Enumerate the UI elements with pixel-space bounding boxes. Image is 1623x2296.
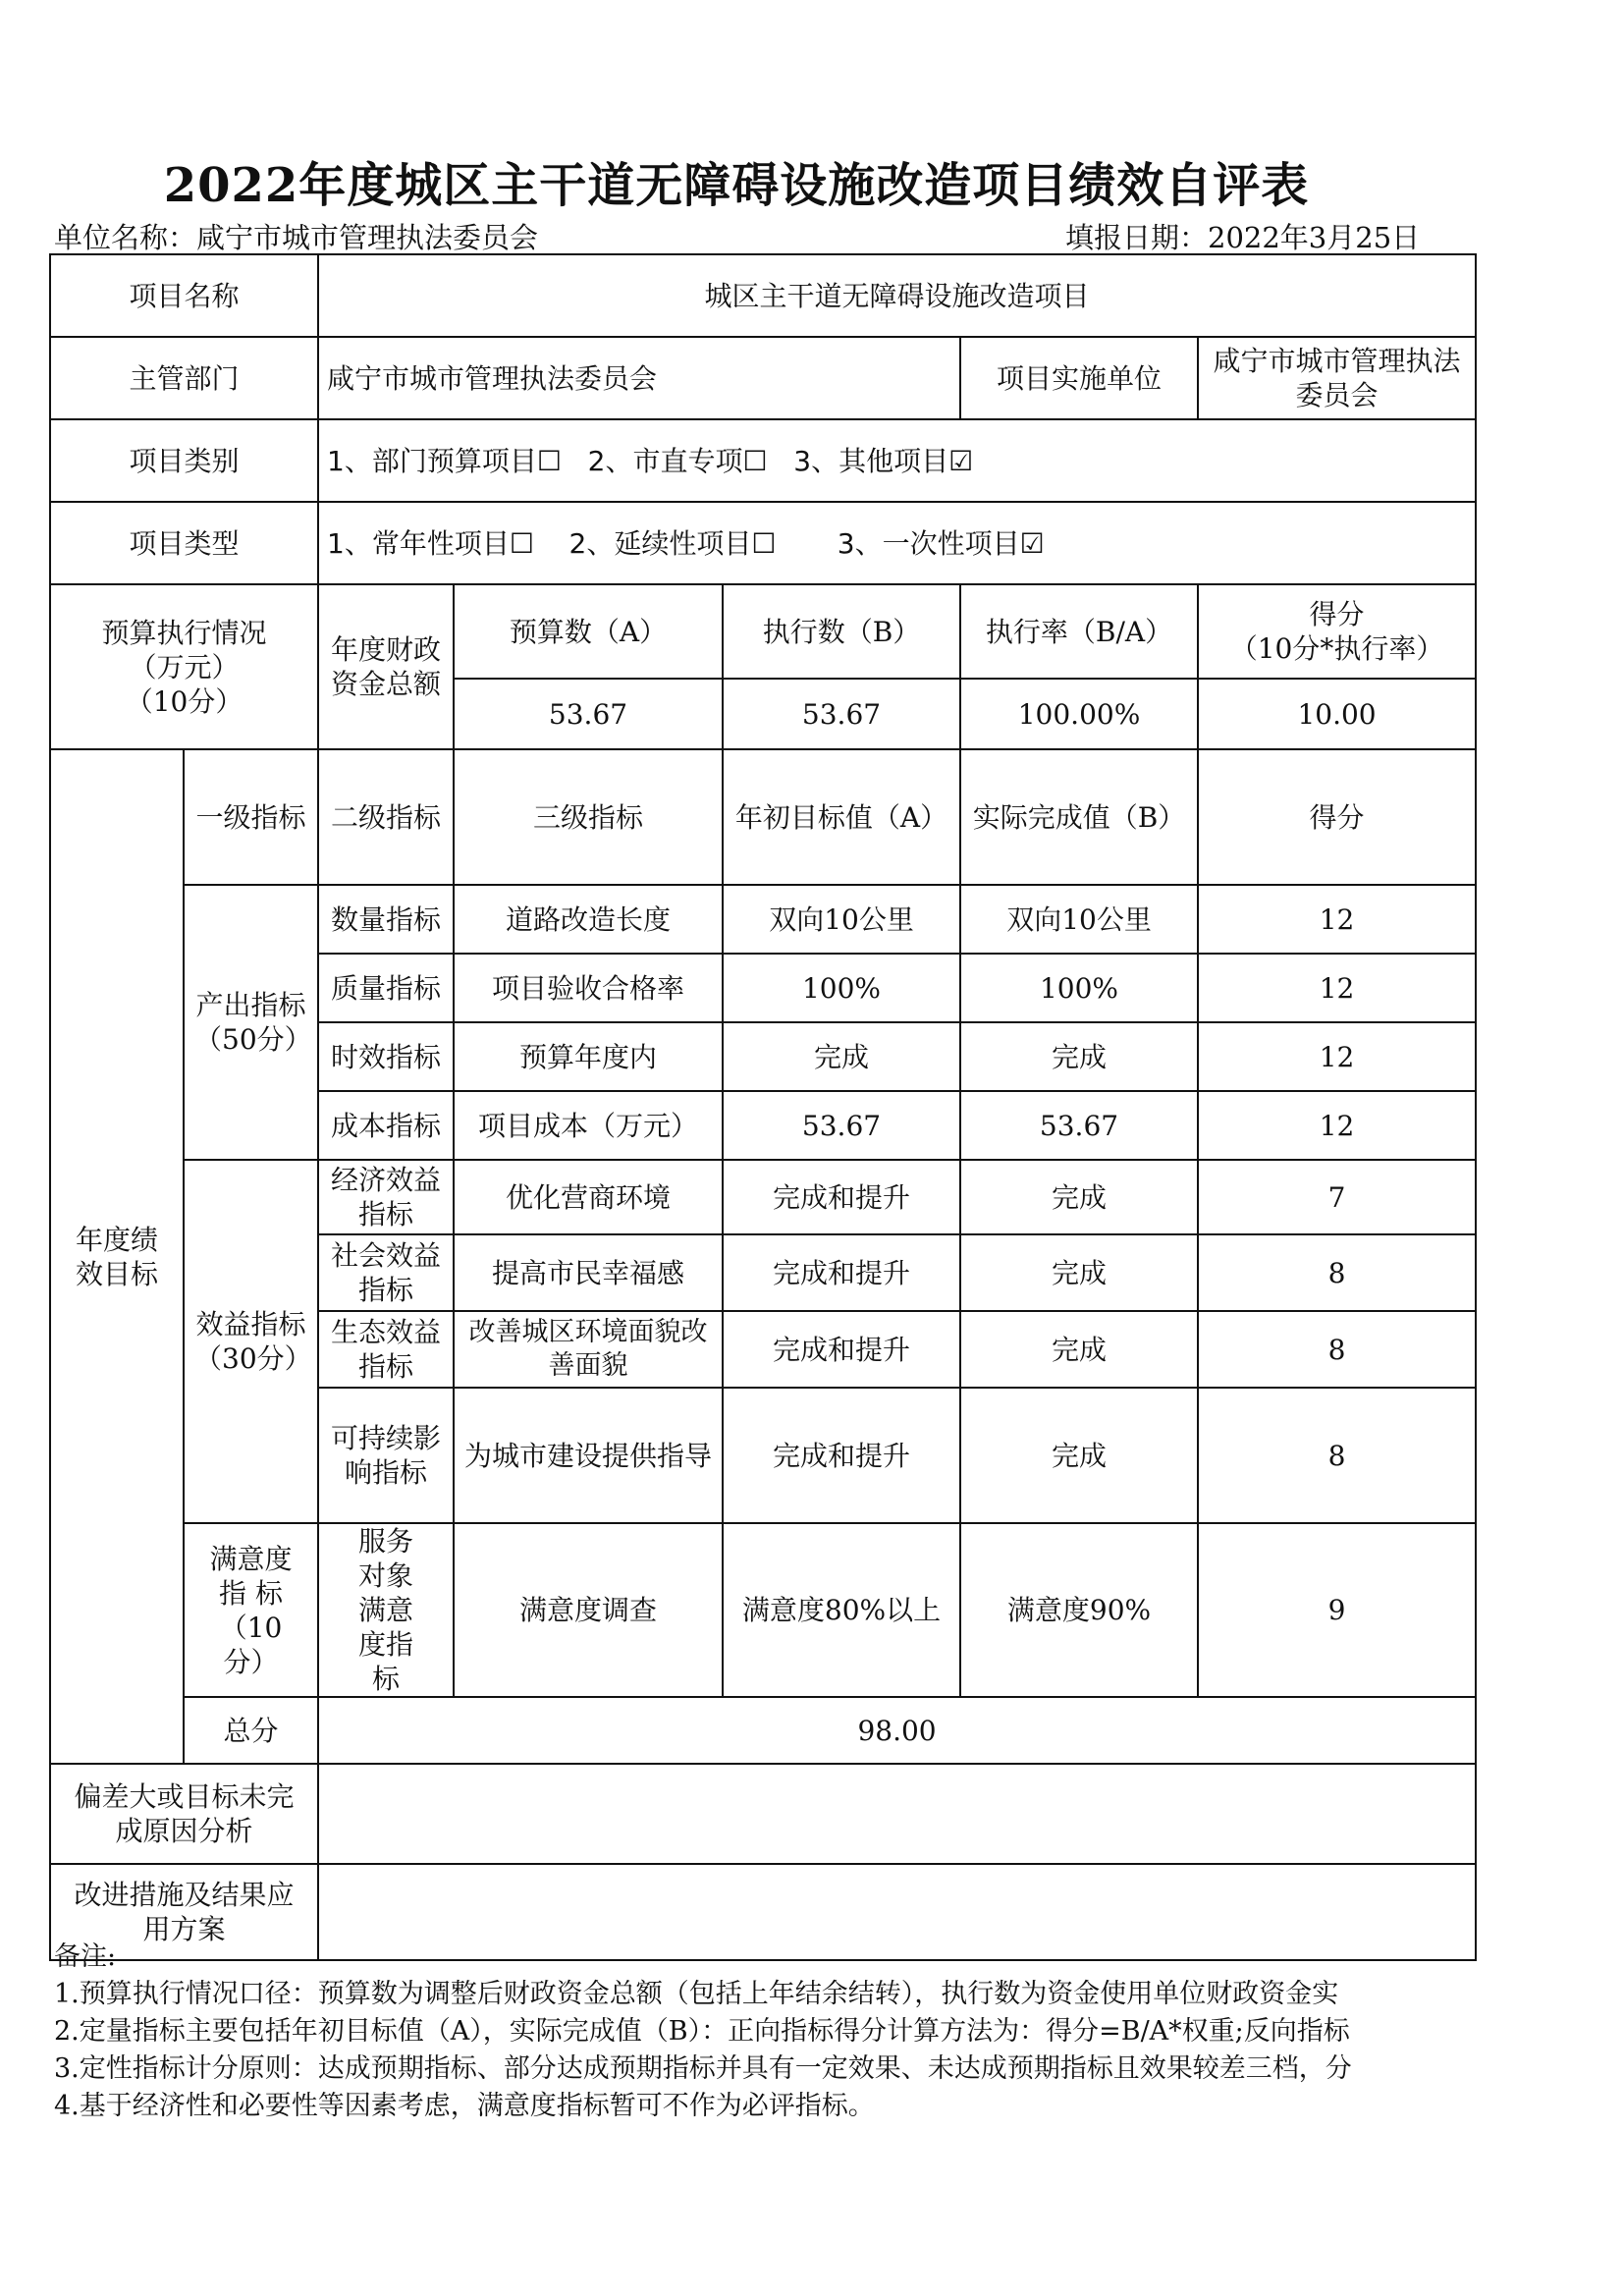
type-value: 1、常年性项目☐ 2、延续性项目☐ 3、一次性项目☑ [318, 502, 1476, 584]
indicator-score: 8 [1198, 1234, 1476, 1311]
header-level2: 二级指标 [318, 749, 454, 885]
indicator-actual: 完成 [960, 1160, 1198, 1234]
total-label: 总分 [184, 1697, 318, 1764]
header-score: 得分 [1198, 749, 1476, 885]
indicator-target: 双向10公里 [723, 885, 960, 954]
indicator-target: 完成 [723, 1022, 960, 1091]
header-level3: 三级指标 [454, 749, 723, 885]
note-line: 3.定性指标计分原则：达成预期指标、部分达成预期指标并具有一定效果、未达成预期指标且效果较差三档，分 [54, 2053, 1352, 2084]
indicator-l3: 预算年度内 [454, 1022, 723, 1091]
indicator-score: 8 [1198, 1388, 1476, 1523]
fund-total-label: 年度财政资金总额 [318, 584, 454, 749]
indicator-l2: 成本指标 [318, 1091, 454, 1160]
notes [54, 1940, 1478, 2126]
note-line: 备注: [54, 1941, 117, 1972]
indicator-score: 12 [1198, 954, 1476, 1022]
indicator-l3: 项目成本（万元） [454, 1091, 723, 1160]
total-value: 98.00 [318, 1697, 1476, 1764]
project-name-value: 城区主干道无障碍设施改造项目 [318, 254, 1476, 337]
indicator-actual: 53.67 [960, 1091, 1198, 1160]
budget-value-score: 10.00 [1198, 679, 1476, 749]
group-output: 产出指标（50分） [184, 885, 318, 1160]
indicator-actual: 完成 [960, 1022, 1198, 1091]
category-value: 1、部门预算项目☐ 2、市直专项☐ 3、其他项目☑ [318, 419, 1476, 502]
indicator-target: 完成和提升 [723, 1160, 960, 1234]
indicator-l2: 可持续影响指标 [318, 1388, 454, 1523]
budget-label: 预算执行情况 （万元） （10分） [50, 584, 318, 749]
note-line: 4.基于经济性和必要性等因素考虑，满意度指标暂可不作为必评指标。 [54, 2091, 875, 2121]
unit-name: 单位名称：咸宁市城市管理执法委员会 [54, 221, 539, 254]
category-label: 项目类别 [50, 419, 318, 502]
indicator-target: 完成和提升 [723, 1388, 960, 1523]
evaluation-table [49, 253, 1477, 1961]
report-date: 填报日期：2022年3月25日 [1065, 221, 1421, 254]
dept-label: 主管部门 [50, 337, 318, 419]
improvement-label: 改进措施及结果应用方案 [50, 1864, 318, 1960]
indicator-score: 12 [1198, 1091, 1476, 1160]
note-line: 1.预算执行情况口径：预算数为调整后财政资金总额（包括上年结余结转），执行数为资金使用单位财政资金实 [54, 1979, 1339, 2009]
budget-header-b: 执行数（B） [723, 584, 960, 679]
indicator-score: 7 [1198, 1160, 1476, 1234]
budget-value-a: 53.67 [454, 679, 723, 749]
indicator-target: 53.67 [723, 1091, 960, 1160]
group-benefit: 效益指标（30分） [184, 1160, 318, 1523]
indicator-score: 12 [1198, 885, 1476, 954]
indicator-l3: 项目验收合格率 [454, 954, 723, 1022]
indicator-l2: 时效指标 [318, 1022, 454, 1091]
budget-header-rate: 执行率（B/A） [960, 584, 1198, 679]
deviation-value [318, 1764, 1476, 1864]
indicator-target: 完成和提升 [723, 1234, 960, 1311]
indicator-l3: 满意度调查 [454, 1523, 723, 1697]
indicator-l2: 生态效益指标 [318, 1311, 454, 1388]
indicator-score: 8 [1198, 1311, 1476, 1388]
indicator-l2: 数量指标 [318, 885, 454, 954]
indicator-l3: 道路改造长度 [454, 885, 723, 954]
impl-unit-label: 项目实施单位 [960, 337, 1198, 419]
indicator-score: 12 [1198, 1022, 1476, 1091]
indicator-actual: 完成 [960, 1234, 1198, 1311]
page-title: 2022年度城区主干道无障碍设施改造项目绩效自评表 [163, 158, 1310, 213]
header-actual-b: 实际完成值（B） [960, 749, 1198, 885]
indicator-target: 100% [723, 954, 960, 1022]
project-name-label: 项目名称 [50, 254, 318, 337]
budget-value-b: 53.67 [723, 679, 960, 749]
annual-target-label: 年度绩效目标 [50, 749, 184, 1764]
header-target-a: 年初目标值（A） [723, 749, 960, 885]
indicator-actual: 100% [960, 954, 1198, 1022]
indicator-target: 完成和提升 [723, 1311, 960, 1388]
type-label: 项目类型 [50, 502, 318, 584]
indicator-actual: 满意度90% [960, 1523, 1198, 1697]
indicator-l3: 改善城区环境面貌改善面貌 [454, 1311, 723, 1388]
indicator-l2: 社会效益指标 [318, 1234, 454, 1311]
indicator-l2: 经济效益指标 [318, 1160, 454, 1234]
budget-value-rate: 100.00% [960, 679, 1198, 749]
budget-header-score: 得分 （10分*执行率） [1198, 584, 1476, 679]
impl-unit-value: 咸宁市城市管理执法委员会 [1198, 337, 1476, 419]
indicator-l2: 服务对象满意度指标 [318, 1523, 454, 1697]
indicator-l2: 质量指标 [318, 954, 454, 1022]
indicator-l3: 提高市民幸福感 [454, 1234, 723, 1311]
indicator-l3: 为城市建设提供指导 [454, 1388, 723, 1523]
indicator-score: 9 [1198, 1523, 1476, 1697]
deviation-label: 偏差大或目标未完成原因分析 [50, 1764, 318, 1864]
indicator-actual: 完成 [960, 1388, 1198, 1523]
budget-header-a: 预算数（A） [454, 584, 723, 679]
indicator-target: 满意度80%以上 [723, 1523, 960, 1697]
note-line: 2.定量指标主要包括年初目标值（A），实际完成值（B）：正向指标得分计算方法为：得分=B/A*权重;反向指标 [54, 2016, 1350, 2047]
indicator-actual: 双向10公里 [960, 885, 1198, 954]
indicator-l3: 优化营商环境 [454, 1160, 723, 1234]
dept-value: 咸宁市城市管理执法委员会 [318, 337, 960, 419]
indicator-actual: 完成 [960, 1311, 1198, 1388]
header-level1: 一级指标 [184, 749, 318, 885]
group-satisfaction: 满意度指 标（10分） [184, 1523, 318, 1697]
